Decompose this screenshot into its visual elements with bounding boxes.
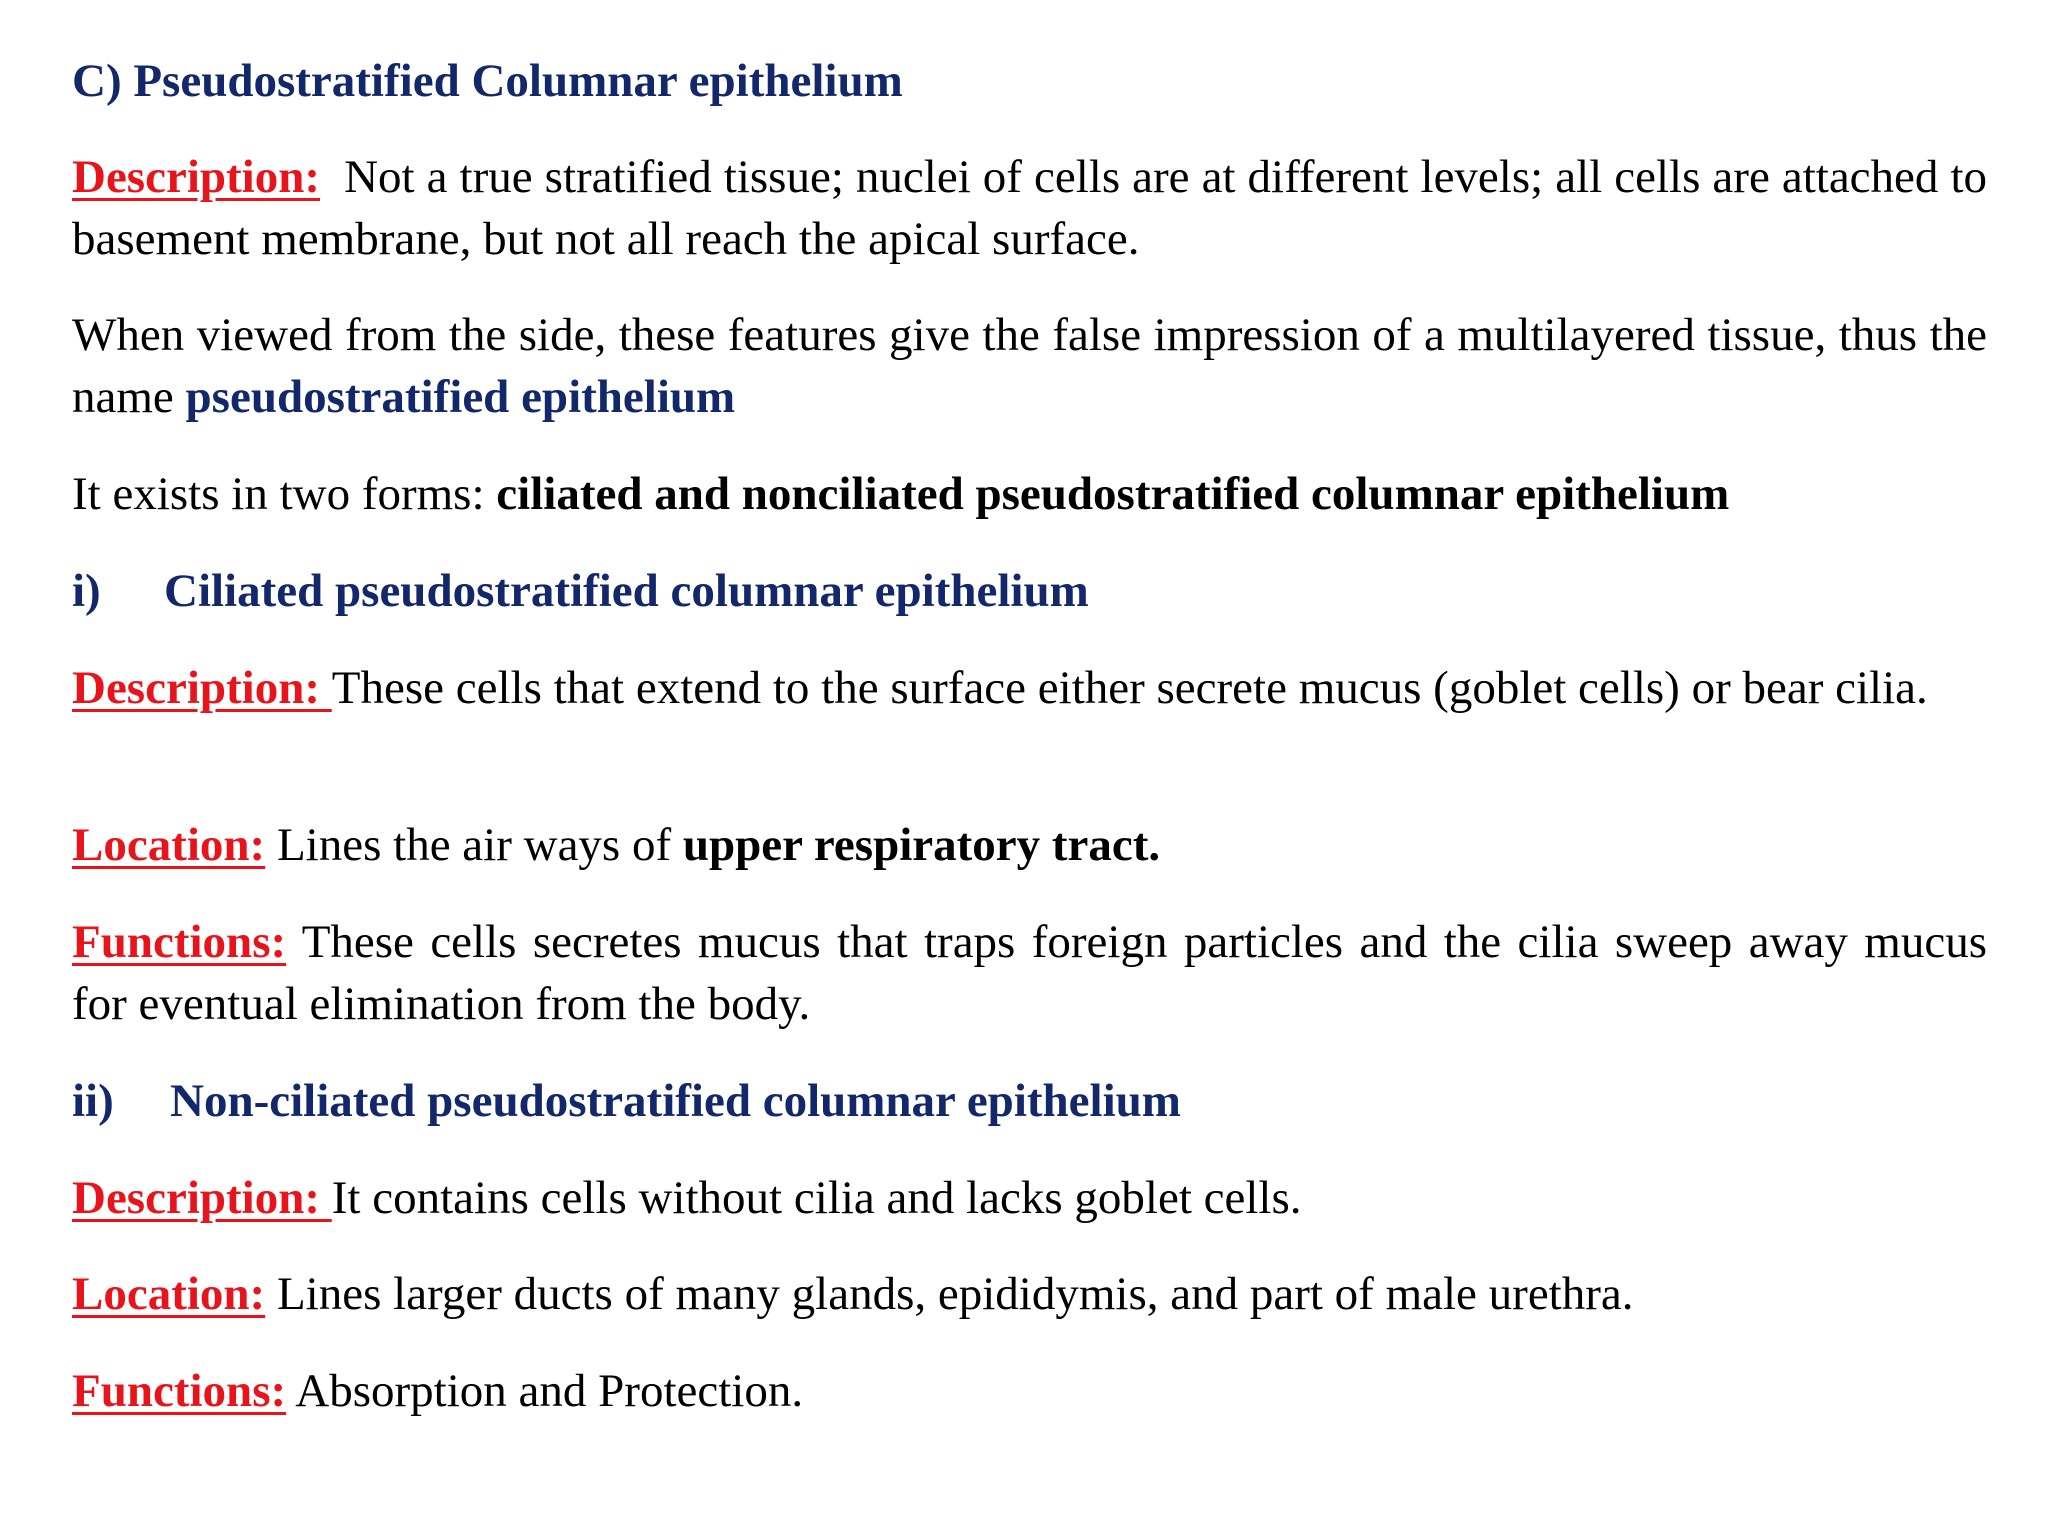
side-view-paragraph [72, 304, 1987, 428]
side-view-text: When viewed from the side, these features give the false impression of a multilayered tissue, thus the name [72, 309, 1987, 423]
nonciliated-location [72, 1263, 1987, 1325]
functions-label: Functions: [72, 916, 287, 968]
ciliated-location [72, 814, 1987, 876]
description-text: Not a true stratified tissue; nuclei of cells are at different levels; all cells are attached to basement membrane, but not all reach the apical surface. [72, 151, 1988, 265]
functions-label: Functions: [72, 1365, 287, 1417]
side-view-bold: pseudostratified epithelium [185, 371, 736, 423]
ciliated-description [72, 657, 1987, 719]
description-text: These cells that extend to the surface either secrete mucus (goblet cells) or bear cilia. [331, 662, 1928, 714]
forms-bold: ciliated and nonciliated pseudostratified columnar epithelium [496, 468, 1730, 520]
nonciliated-title: Non-ciliated pseudostratified columnar epithelium [170, 1075, 1181, 1127]
description-text: It contains cells without cilia and lacks goblet cells. [331, 1172, 1302, 1224]
description-label: Description: [72, 151, 321, 203]
description-label: Description: [72, 662, 332, 714]
forms-paragraph [72, 463, 1987, 525]
location-label: Location: [72, 819, 266, 871]
intro-description [72, 146, 1987, 270]
ciliated-heading [72, 560, 1987, 622]
location-bold: upper respiratory tract. [682, 819, 1161, 871]
forms-text: It exists in two forms: [72, 468, 497, 520]
ciliated-number: i) [72, 565, 101, 617]
location-text: Lines the air ways of [265, 819, 683, 871]
ciliated-functions [72, 911, 1987, 1035]
nonciliated-description [72, 1167, 1987, 1229]
functions-text: Absorption and Protection. [286, 1365, 804, 1417]
nonciliated-heading [72, 1070, 1987, 1132]
section-title: C) Pseudostratified Columnar epithelium [72, 55, 903, 107]
functions-text: These cells secretes mucus that traps foreign particles and the cilia sweep away mucus for eventual elimination from the body. [72, 916, 1987, 1030]
location-text: Lines larger ducts of many glands, epididymis, and part of male urethra. [265, 1268, 1634, 1320]
nonciliated-functions [72, 1360, 1987, 1422]
nonciliated-number: ii) [72, 1075, 114, 1127]
location-label: Location: [72, 1268, 266, 1320]
description-label: Description: [72, 1172, 332, 1224]
ciliated-title: Ciliated pseudostratified columnar epithelium [164, 565, 1089, 617]
